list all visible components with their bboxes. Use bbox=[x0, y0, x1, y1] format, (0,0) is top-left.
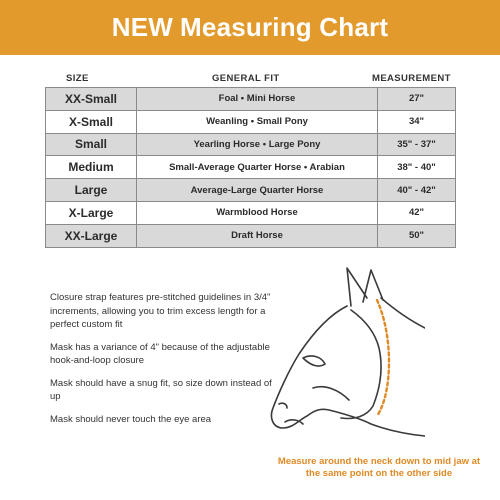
fit-cell: Draft Horse bbox=[137, 224, 378, 247]
fit-cell: Average-Large Quarter Horse bbox=[137, 179, 378, 202]
title-banner bbox=[0, 0, 500, 55]
title-new: NEW bbox=[111, 12, 174, 42]
header-measurement: MEASUREMENT bbox=[372, 73, 451, 84]
size-cell: X-Small bbox=[46, 110, 137, 133]
fit-cell: Foal • Mini Horse bbox=[137, 88, 378, 111]
fit-notes bbox=[50, 291, 280, 435]
table-row bbox=[46, 201, 456, 224]
fit-cell: Yearling Horse • Large Pony bbox=[137, 133, 378, 156]
measurement-cell: 42" bbox=[378, 201, 456, 224]
fit-cell: Weanling • Small Pony bbox=[137, 110, 378, 133]
table-row bbox=[46, 179, 456, 202]
fit-cell: Small-Average Quarter Horse • Arabian bbox=[137, 156, 378, 179]
size-cell: Large bbox=[46, 179, 137, 202]
size-cell: XX-Large bbox=[46, 224, 137, 247]
note-eye-area: Mask should never touch the eye area bbox=[50, 413, 212, 425]
measurement-cell: 38" - 40" bbox=[378, 156, 456, 179]
size-cell: XX-Small bbox=[46, 88, 137, 111]
table-row bbox=[46, 156, 456, 179]
table-row bbox=[46, 224, 456, 247]
measurement-cell: 50" bbox=[378, 224, 456, 247]
size-cell: X-Large bbox=[46, 201, 137, 224]
measure-caption: Measure around the neck down to mid jaw at the same point on the other side bbox=[277, 456, 481, 479]
measurement-cell: 34" bbox=[378, 110, 456, 133]
note-closure-strap: Closure strap features pre-stitched guidelines in 3/4" increments, allowing you to trim excess length for a perfect custom fit bbox=[50, 292, 271, 330]
table-row bbox=[46, 133, 456, 156]
page-title bbox=[112, 12, 388, 43]
measure-line bbox=[377, 300, 389, 416]
measurement-cell: 27" bbox=[378, 88, 456, 111]
title-rest: Measuring Chart bbox=[180, 12, 389, 42]
measurement-cell: 40" - 42" bbox=[378, 179, 456, 202]
size-cell: Medium bbox=[46, 156, 137, 179]
note-variance: Mask has a variance of 4" because of the adjustable hook-and-loop closure bbox=[50, 341, 270, 366]
size-cell: Small bbox=[46, 133, 137, 156]
fit-cell: Warmblood Horse bbox=[137, 201, 378, 224]
size-chart-table bbox=[45, 87, 456, 248]
table-row bbox=[46, 88, 456, 111]
header-general-fit: GENERAL FIT bbox=[212, 73, 280, 84]
measurement-cell: 35" - 37" bbox=[378, 133, 456, 156]
horse-head-outline-icon bbox=[255, 258, 425, 453]
table-row bbox=[46, 110, 456, 133]
header-size: SIZE bbox=[66, 73, 89, 84]
note-snug-fit: Mask should have a snug fit, so size down instead of up bbox=[50, 377, 272, 402]
